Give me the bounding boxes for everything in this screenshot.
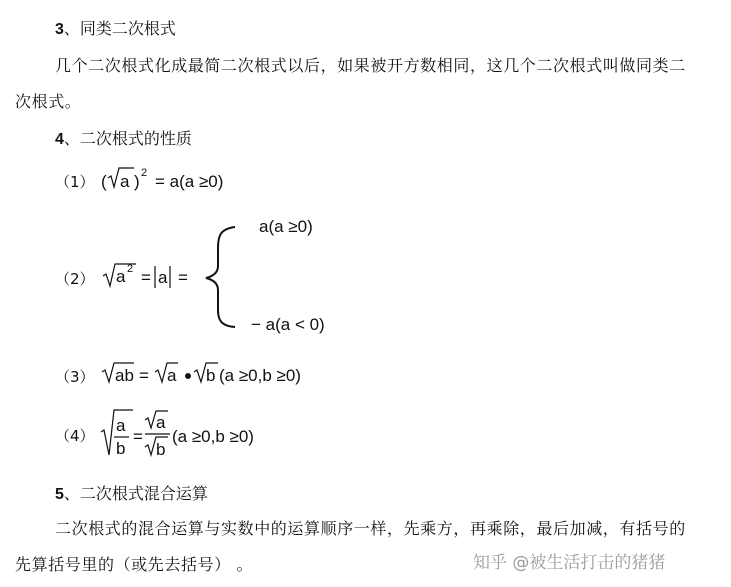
svg-text:=: = xyxy=(178,268,188,287)
section-4-number: 4 xyxy=(55,131,64,148)
section-5-body-line-1: 二次根式的混合运算与实数中的运算顺序一样，先乘方，再乘除，最后加减，有括号的 xyxy=(55,519,686,538)
property-4-label: （4） xyxy=(55,427,95,445)
svg-text:=: = xyxy=(133,427,143,446)
formula-4 xyxy=(101,410,254,459)
svg-text:a: a xyxy=(156,413,166,432)
svg-text:b: b xyxy=(156,440,166,459)
svg-text:=: = xyxy=(139,366,149,385)
section-3-number: 3 xyxy=(55,21,64,38)
property-1-label: （1） xyxy=(55,173,95,191)
svg-text:ab: ab xyxy=(115,366,134,385)
svg-text:a: a xyxy=(120,172,130,191)
section-5-title: 、二次根式混合运算 xyxy=(63,484,208,503)
svg-text:): ) xyxy=(134,172,140,191)
formula-1 xyxy=(101,167,223,191)
case-top: a(a ≥0) xyxy=(259,217,313,236)
watermark: 知乎 @被生活打击的猪猪 xyxy=(473,553,666,573)
svg-text:2: 2 xyxy=(127,263,134,275)
svg-text:b: b xyxy=(206,366,216,385)
property-2-label: （2） xyxy=(55,270,95,288)
case-bottom: − a(a < 0) xyxy=(251,315,325,334)
formula-3 xyxy=(102,363,301,385)
section-4-title: 、二次根式的性质 xyxy=(63,129,192,148)
svg-text:a: a xyxy=(116,416,126,435)
svg-text:(: ( xyxy=(101,172,107,191)
svg-text:b: b xyxy=(116,439,126,458)
svg-text:a: a xyxy=(116,267,126,286)
svg-text:a: a xyxy=(167,366,177,385)
property-3-label: （3） xyxy=(55,368,95,386)
svg-text:= a(a ≥0): = a(a ≥0) xyxy=(155,172,224,191)
section-3-body-line-1: 几个二次根式化成最简二次根式以后，如果被开方数相同，这几个二次根式叫做同类二 xyxy=(55,56,686,75)
section-5-number: 5 xyxy=(55,486,64,503)
svg-text:=: = xyxy=(141,268,151,287)
svg-text:2: 2 xyxy=(141,167,148,179)
formula-2 xyxy=(103,217,325,334)
section-3-title: 、同类二次根式 xyxy=(63,19,176,38)
formula-4-condition: (a ≥0,b ≥0) xyxy=(172,427,254,446)
svg-text:a: a xyxy=(158,268,168,287)
section-5-heading xyxy=(55,481,208,504)
section-3-body-line-2: 次根式。 xyxy=(15,92,82,111)
svg-text:(a ≥0,b ≥0): (a ≥0,b ≥0) xyxy=(219,366,301,385)
section-5-body-line-2: 先算括号里的（或先去括号） 。 xyxy=(15,555,254,574)
